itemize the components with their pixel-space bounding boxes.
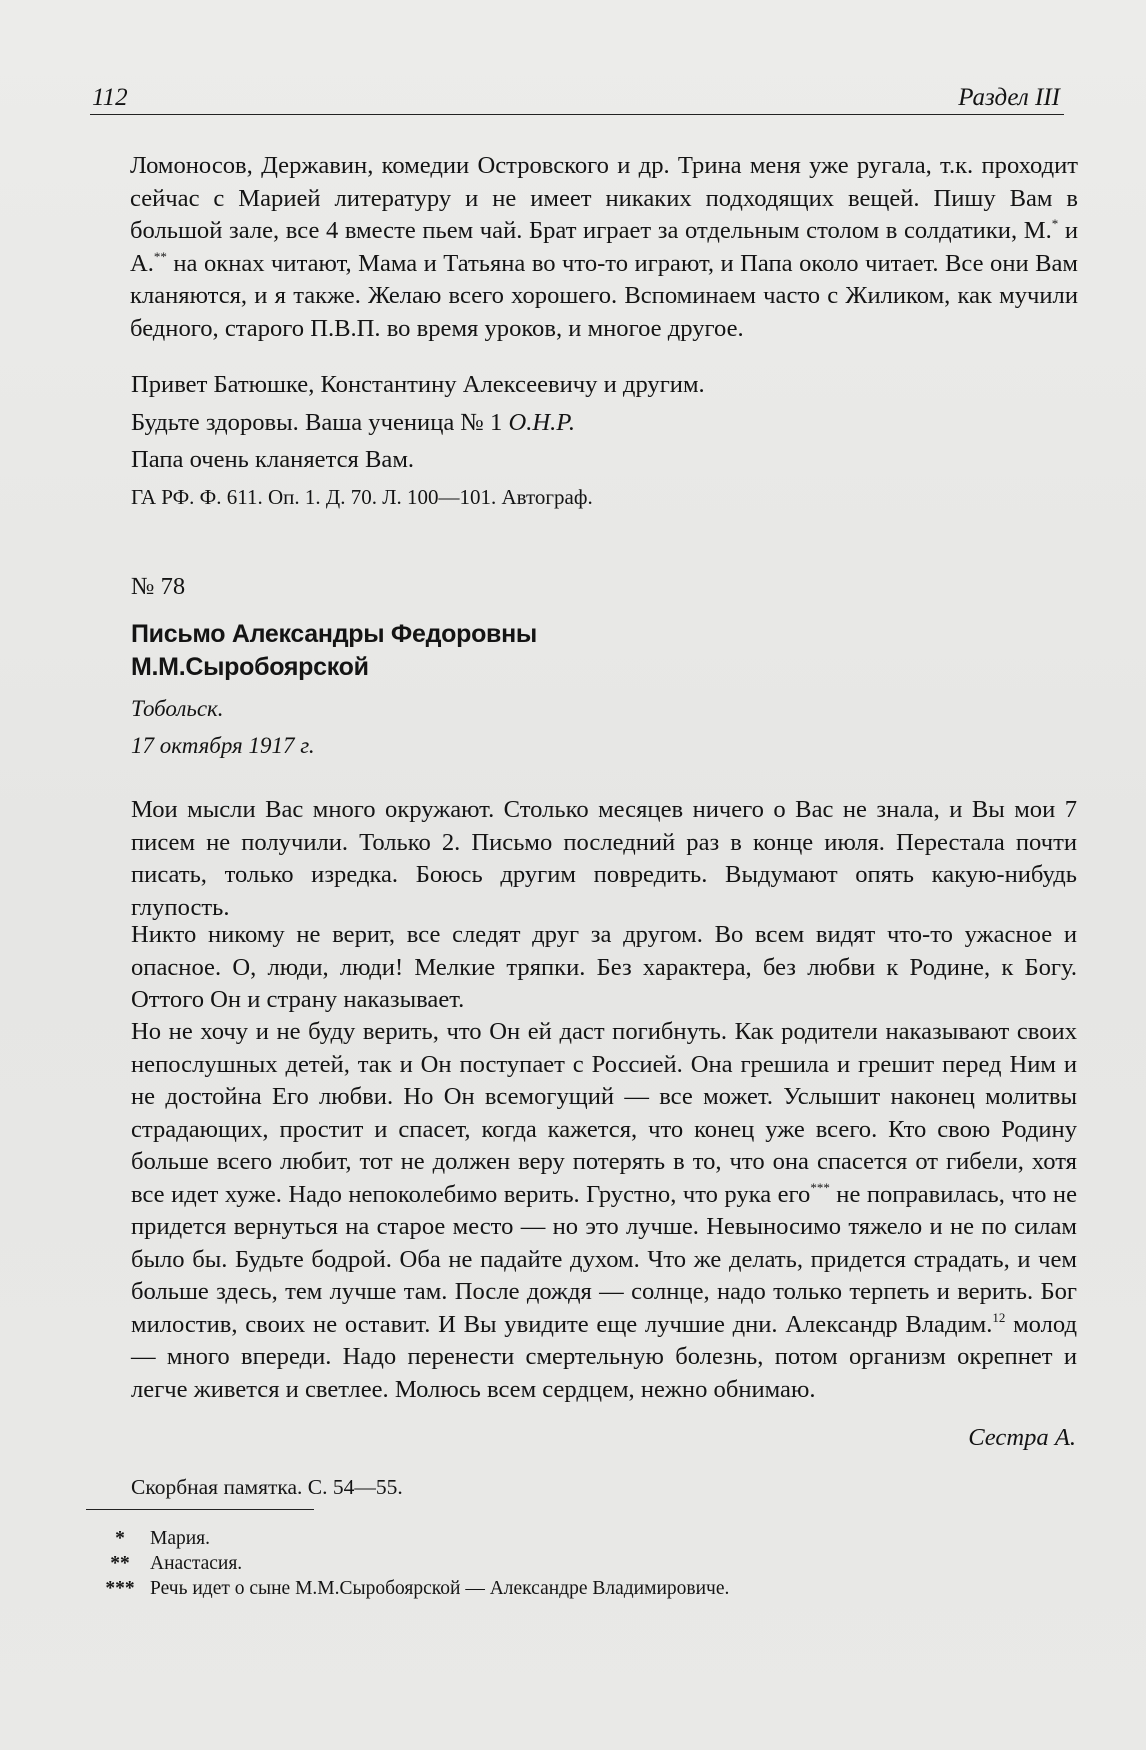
- document-number: № 78: [131, 573, 186, 600]
- document-place: Тобольск.: [131, 696, 224, 721]
- document-date: 17 октября 1917 г.: [131, 733, 315, 758]
- section-title: Раздел III: [958, 84, 1060, 111]
- footnote-2: [90, 1552, 242, 1576]
- running-header: [90, 84, 1064, 115]
- letter-signature: Сестра А.: [968, 1424, 1076, 1451]
- letter-paragraph-3: Но не хочу и не буду верить, что Он ей даст погибнуть. Как родители наказывают своих непослушных детей, так и Он поступает с Россией. Она грешила и грешит перед Ним и не достойна Его любви. Но Он всемогущий — все может. Услышит наконец молитвы страдающих, простит и спасет, когда кажется, что конец уже всего. Кто свою Родину больше всего любит, тот не должен веру потерять в то, что она спасется от гибели, хотя все идет хуже. Надо непоколебимо верить. Грустно, что рука его*** не поправилась, что не придется вернуться на старое место — но это лучше. Невыносимо тяжело и не по силам было бы. Будьте бодрой. Оба не падайте духом. Что же делать, придется страдать, и чем больше здесь, тем лучше там. После дождя — солнце, надо только терпеть и верить. Бог милостив, своих не оставит. И Вы увидите еще лучшие дни. Александр Владим.$^{12}$ молод — много впереди. Надо перенести смертельную болезнь, потом организм окрепнет и легче живется и светлее. Молюсь всем сердцем, нежно обнимаю.: [131, 1018, 1078, 1403]
- letter-paragraph-1: Мои мысли Вас много окружают. Столько месяцев ничего о Вас не знала, и Вы мои 7 писем не получили. Только 2. Письмо последний раз в конце июля. Перестала почти писать, только изредка. Боюсь другим повредить. Выдумают опять какую-нибудь глупость.: [131, 796, 1077, 921]
- footnote-mark: *: [115, 1528, 125, 1549]
- footnote-text: Мария.: [150, 1528, 211, 1549]
- prev-letter-paragraph: Ломоносов, Державин, комедии Островского и др. Трина меня уже ругала, т.к. проходит сейчас с Марией литературу и не имеет никаких подходящих вещей. Пишу Вам в большой зале, все 4 вместе пьем чай. Брат играет за отдельным столом в солдатики, М.* и А.** на окнах читают, Мама и Татьяна во что-то играют, и Папа около читает. Все они Вам кланяются, и я также. Желаю всего хорошего. Вспоминаем часто с Жиликом, как мучили бедного, старого П.В.П. во время уроков, и многое другое.: [130, 152, 1079, 342]
- footnote-mark: ***: [105, 1578, 135, 1599]
- footnote-3: [90, 1577, 729, 1601]
- footnote-divider: [86, 1509, 314, 1510]
- prev-letter-greeting: Привет Батюшке, Константину Алексеевичу и другим.: [131, 371, 705, 398]
- title-line-1: Письмо Александры Федоровны: [131, 620, 537, 648]
- footnote-mark: **: [110, 1553, 130, 1574]
- footnote-text: Анастасия.: [150, 1553, 243, 1574]
- prev-letter-source: ГА РФ. Ф. 611. Оп. 1. Д. 70. Л. 100—101. Автограф.: [131, 485, 593, 509]
- prev-letter-postscript: Папа очень кланяется Вам.: [131, 446, 415, 473]
- page-number: 112: [92, 84, 128, 111]
- footnote-text: Речь идет о сыне М.М.Сыробоярской — Александре Владимировиче.: [150, 1578, 730, 1599]
- title-line-2: М.М.Сыробоярской: [131, 653, 369, 681]
- prev-letter-closing: [131, 407, 575, 440]
- closing-text: Будьте здоровы. Ваша ученица № 1: [131, 409, 503, 436]
- closing-signature: О.Н.Р.: [508, 409, 576, 436]
- letter-paragraph-2: Никто никому не верит, все следят друг за другом. Во всем видят что-то ужасное и опасное. О, люди, люди! Мелкие тряпки. Без характера, без любви к Родине, к Богу. Оттого Он и страну наказывает.: [131, 921, 1077, 1013]
- document-source: Скорбная памятка. С. 54—55.: [131, 1475, 403, 1499]
- document-title: [131, 618, 537, 684]
- footnote-1: [90, 1527, 210, 1551]
